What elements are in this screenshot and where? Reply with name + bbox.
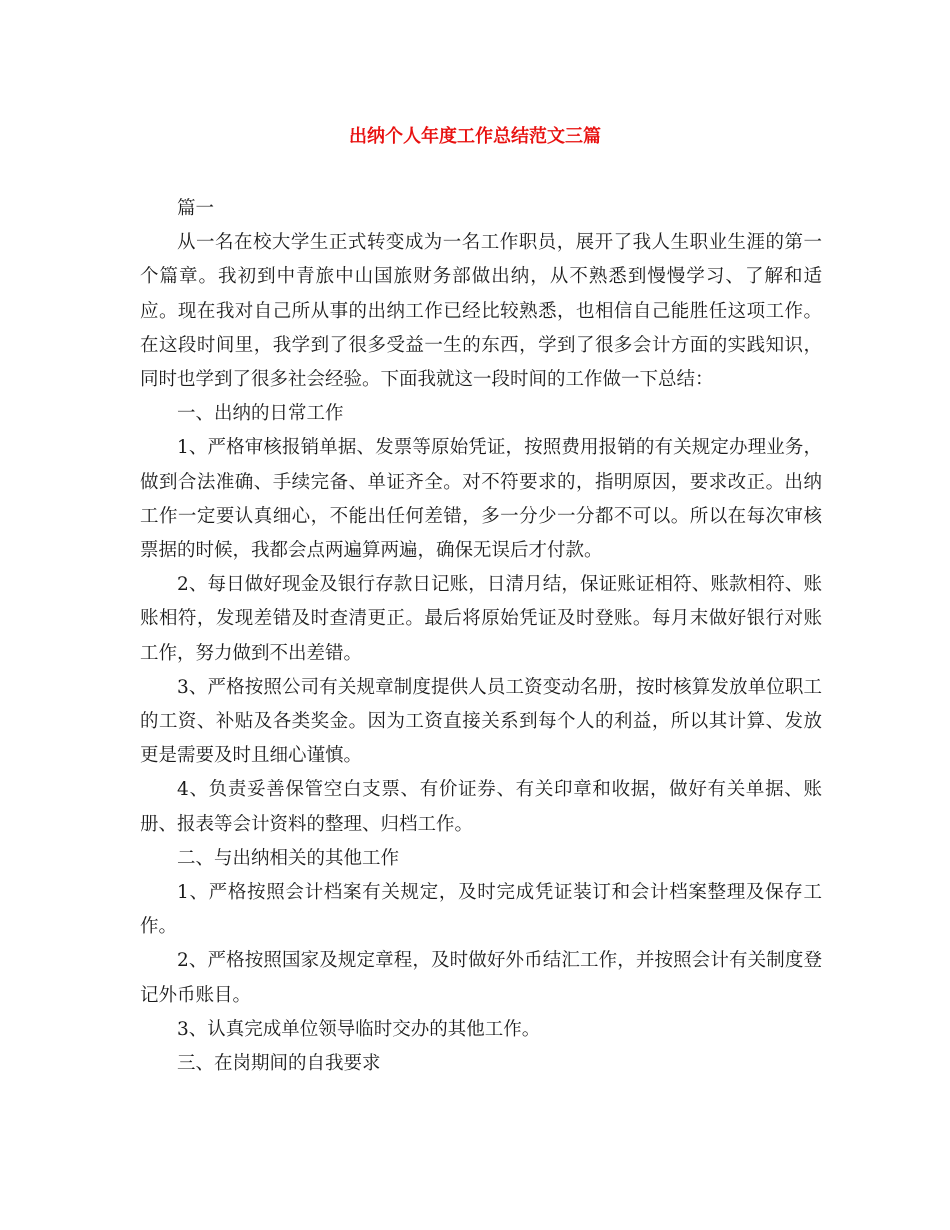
other-work-item-2: 2、严格按照国家及规定章程，及时做好外币结汇工作，并按照会计有关制度登记外币账目。 <box>140 950 822 1006</box>
daily-work-item-2: 2、每日做好现金及银行存款日记账，日清月结，保证账证相符、账款相符、账账相符，发现差错及时查清更正。最后将原始凭证及时登账。每月末做好银行对账工作，努力做到不出差错。 <box>140 574 822 664</box>
section-heading-daily-work: 一、出纳的日常工作 <box>177 403 344 425</box>
other-work-item-3: 3、认真完成单位领导临时交办的其他工作。 <box>177 1018 541 1040</box>
daily-work-item-3: 3、严格按照公司有关规章制度提供人员工资变动名册，按时核算发放单位职工的工资、补贴及各类奖金。因为工资直接关系到每个人的利益，所以其计算、发放更是需要及时且细心谨慎。 <box>140 676 822 767</box>
document-body <box>140 192 822 1081</box>
other-work-item-1: 1、严格按照会计档案有关规定，及时完成凭证装订和会计档案整理及保存工作。 <box>140 882 822 938</box>
daily-work-item-1: 1、严格审核报销单据、发票等原始凭证，按照费用报销的有关规定办理业务，做到合法准确、手续完备、单证齐全。对不符要求的，指明原因，要求改正。出纳工作一定要认真细心，不能出任何差错，多一分少一分都不可以。所以在每次审核票据的时候，我都会点两遍算两遍，确保无误后才付款。 <box>140 437 822 562</box>
section-heading-part-one: 篇一 <box>177 198 215 219</box>
document-title: 出纳个人年度工作总结范文三篇 <box>349 126 601 147</box>
daily-work-item-4: 4、负责妥善保管空白支票、有价证券、有关印章和收据，做好有关单据、账册、报表等会计资料的整理、归档工作。 <box>140 779 822 835</box>
section-heading-self-requirements: 三、在岗期间的自我要求 <box>177 1053 381 1075</box>
intro-paragraph: 从一名在校大学生正式转变成为一名工作职员，展开了我人生职业生涯的第一个篇章。我初到中青旅中山国旅财务部做出纳，从不熟悉到慢慢学习、了解和适应。现在我对自己所从事的出纳工作已经比较熟悉，也相信自己能胜任这项工作。在这段时间里，我学到了很多受益一生的东西，学到了很多会计方面的实践知识，同时也学到了很多社会经验。下面我就这一段时间的工作做一下总结： <box>140 232 822 391</box>
section-heading-other-work: 二、与出纳相关的其他工作 <box>177 847 400 869</box>
